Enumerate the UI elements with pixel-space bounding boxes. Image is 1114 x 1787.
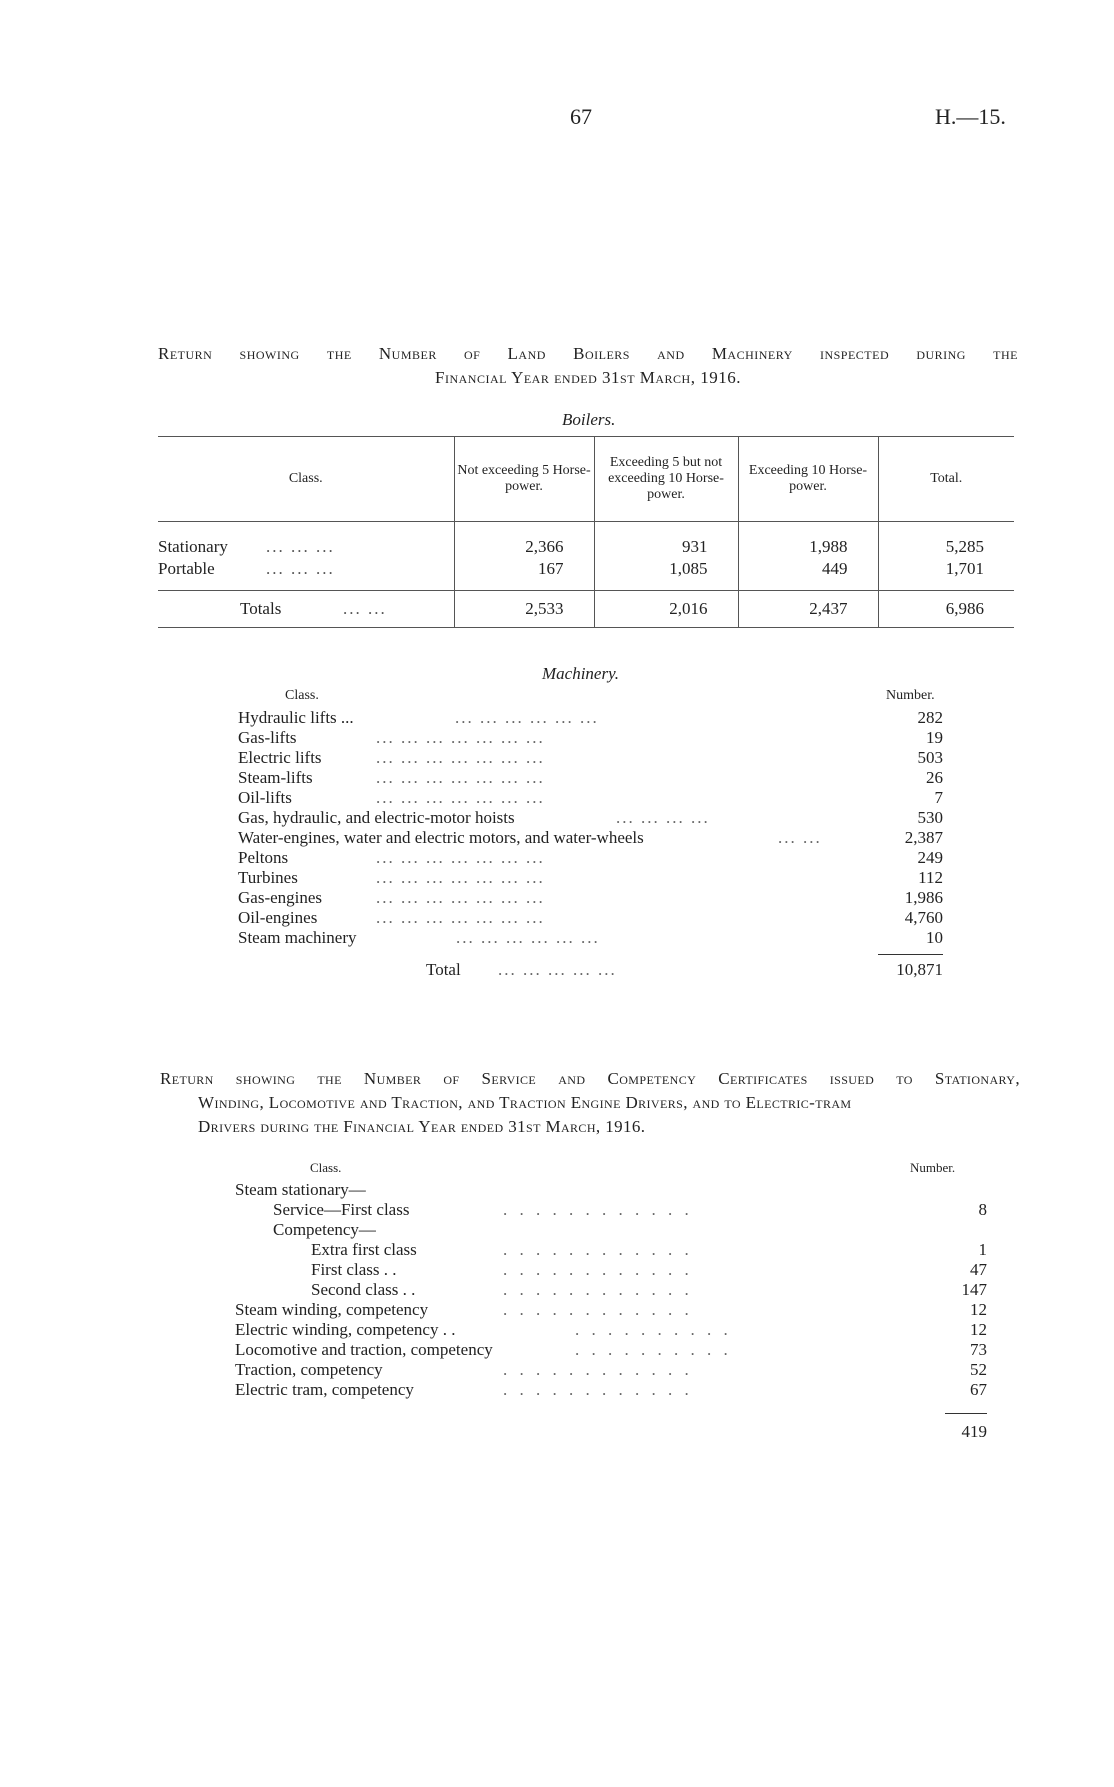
item-label: Service—First class xyxy=(273,1200,410,1219)
certificates-title-line-1: Return showing the Number of Service and Competency Certificates issued to Stationary, xyxy=(160,1069,1020,1088)
leader-dots: . . . . . . . . . . . . xyxy=(503,1200,693,1219)
list-item xyxy=(235,1180,987,1200)
item-label: Gas, hydraulic, and electric-motor hoists xyxy=(238,808,515,827)
leader-dots: ... ... ... ... ... ... ... xyxy=(376,728,545,747)
leader-dots: . . . . . . . . . . . . xyxy=(503,1380,693,1399)
item-value: 503 xyxy=(917,748,943,767)
list-item xyxy=(238,728,943,748)
boilers-title-line-2: Financial Year ended 31st March, 1916. xyxy=(435,368,741,387)
leader-dots: ... ... ... xyxy=(266,559,335,578)
list-item xyxy=(235,1200,987,1220)
list-item xyxy=(238,868,943,888)
total-value: 2,437 xyxy=(738,591,878,628)
item-label: Traction, competency xyxy=(235,1360,383,1379)
item-value: 282 xyxy=(917,708,943,727)
cell-value: 1,988 xyxy=(738,522,878,559)
leader-dots: ... ... ... xyxy=(266,537,335,556)
row-label: Portable xyxy=(158,559,215,578)
item-label: First class . . xyxy=(311,1260,397,1279)
cell-value: 5,285 xyxy=(878,522,1014,559)
list-item xyxy=(238,808,943,828)
list-item xyxy=(235,1300,987,1320)
leader-dots: ... ... xyxy=(778,828,822,847)
leader-dots: . . . . . . . . . . . . xyxy=(503,1240,693,1259)
item-value: 249 xyxy=(917,848,943,867)
total-rule xyxy=(878,954,943,955)
item-label: Electric winding, competency . . xyxy=(235,1320,456,1339)
item-label: Second class . . xyxy=(311,1280,416,1299)
item-value: 19 xyxy=(926,728,943,747)
leader-dots: ... ... ... ... ... ... ... xyxy=(376,788,545,807)
item-label: Electric lifts xyxy=(238,748,322,767)
list-item xyxy=(238,908,943,928)
cell-value: 931 xyxy=(594,522,738,559)
item-label: Steam machinery xyxy=(238,928,357,947)
total-row xyxy=(238,960,943,980)
list-item xyxy=(238,708,943,728)
total-row xyxy=(235,1422,987,1442)
total-value: 2,533 xyxy=(454,591,594,628)
leader-dots: ... ... ... ... ... ... ... xyxy=(376,888,545,907)
column-header-exceeding-10: Exceeding 10 Horse-power. xyxy=(738,437,878,522)
item-value: 147 xyxy=(961,1280,987,1299)
column-header-class: Class. xyxy=(158,437,454,522)
item-value: 4,760 xyxy=(904,908,943,927)
item-label: Extra first class xyxy=(311,1240,417,1259)
table-row xyxy=(158,558,1014,591)
item-label: Hydraulic lifts ... xyxy=(238,708,354,727)
certificates-return-title xyxy=(160,1067,1020,1139)
item-label: Gas-lifts xyxy=(238,728,297,747)
list-item xyxy=(235,1260,987,1280)
column-header-total: Total. xyxy=(878,437,1014,522)
total-value: 10,871 xyxy=(896,960,943,979)
leader-dots: ... ... ... ... ... ... ... xyxy=(376,848,545,867)
total-label: Total xyxy=(426,960,461,979)
leader-dots: . . . . . . . . . . xyxy=(575,1340,732,1359)
row-label: Stationary xyxy=(158,537,228,556)
leader-dots: . . . . . . . . . . . . xyxy=(503,1260,693,1279)
table-row xyxy=(158,522,1014,559)
item-value: 12 xyxy=(970,1300,987,1319)
total-value: 2,016 xyxy=(594,591,738,628)
leader-dots: . . . . . . . . . . xyxy=(575,1320,732,1339)
item-value: 73 xyxy=(970,1340,987,1359)
item-value: 12 xyxy=(970,1320,987,1339)
item-value: 1,986 xyxy=(904,888,943,907)
cell-value: 1,085 xyxy=(594,558,738,591)
item-label: Steam-lifts xyxy=(238,768,313,787)
item-label: Oil-lifts xyxy=(238,788,292,807)
item-label: Gas-engines xyxy=(238,888,323,907)
boilers-table xyxy=(158,436,1014,628)
list-item xyxy=(238,848,943,868)
item-value: 8 xyxy=(978,1200,987,1219)
machinery-number-header: Number. xyxy=(886,688,935,703)
leader-dots: ... ... xyxy=(343,599,387,618)
item-label: Water-engines, water and electric motors, and water-wheels xyxy=(238,828,644,847)
list-item xyxy=(235,1360,987,1380)
item-label: Peltons xyxy=(238,848,289,867)
total-value: 419 xyxy=(961,1422,987,1441)
item-value: 67 xyxy=(970,1380,987,1399)
item-label: Steam stationary— xyxy=(235,1180,366,1199)
leader-dots: ... ... ... ... ... ... xyxy=(455,708,599,727)
list-item xyxy=(235,1380,987,1400)
leader-dots: . . . . . . . . . . . . xyxy=(503,1300,693,1319)
boilers-title-line-1: Return showing the Number of Land Boilers and Machinery inspected during the xyxy=(158,344,1018,363)
totals-label: Totals xyxy=(240,599,282,618)
column-header-not-exceeding-5: Not exceeding 5 Horse-power. xyxy=(454,437,594,522)
item-label: Steam winding, competency xyxy=(235,1300,429,1319)
item-value: 7 xyxy=(934,788,943,807)
leader-dots: . . . . . . . . . . . . xyxy=(503,1280,693,1299)
list-item xyxy=(238,828,943,848)
item-value: 47 xyxy=(970,1260,987,1279)
machinery-class-header: Class. xyxy=(285,688,319,703)
machinery-heading: Machinery. xyxy=(542,664,619,683)
item-label: Locomotive and traction, competency xyxy=(235,1340,493,1359)
cell-value: 1,701 xyxy=(878,558,1014,591)
row-label-cell xyxy=(158,558,454,591)
item-label: Turbines xyxy=(238,868,298,887)
item-value: 1 xyxy=(978,1240,987,1259)
boilers-return-title xyxy=(158,342,1018,390)
list-item xyxy=(238,768,943,788)
boilers-header-row xyxy=(158,437,1014,522)
cell-value: 449 xyxy=(738,558,878,591)
leader-dots: ... ... ... ... ... ... ... xyxy=(376,768,545,787)
list-item xyxy=(235,1220,987,1240)
list-item xyxy=(235,1320,987,1340)
item-value: 26 xyxy=(926,768,943,787)
totals-label-cell xyxy=(158,591,454,628)
leader-dots: ... ... ... ... ... ... ... xyxy=(376,868,545,887)
certificates-class-header: Class. xyxy=(310,1160,342,1175)
item-value: 52 xyxy=(970,1360,987,1379)
certificates-title-line-3: Drivers during the Financial Year ended 31st March, 1916. xyxy=(198,1117,646,1136)
certificates-number-header: Number. xyxy=(910,1160,956,1175)
boilers-heading: Boilers. xyxy=(562,410,616,429)
list-item xyxy=(235,1340,987,1360)
item-label: Electric tram, competency xyxy=(235,1380,414,1399)
column-header-5-to-10: Exceeding 5 but not exceeding 10 Horse-power. xyxy=(594,437,738,522)
list-item xyxy=(238,888,943,908)
total-rule xyxy=(945,1413,987,1414)
item-label: Oil-engines xyxy=(238,908,318,927)
list-item xyxy=(238,788,943,808)
list-item xyxy=(235,1280,987,1300)
leader-dots: ... ... ... ... ... ... xyxy=(456,928,600,947)
item-value: 530 xyxy=(917,808,943,827)
total-value: 6,986 xyxy=(878,591,1014,628)
certificates-title-line-2: Winding, Locomotive and Traction, and Traction Engine Drivers, and to Electric-tram xyxy=(198,1093,852,1112)
leader-dots: . . . . . . . . . . . . xyxy=(503,1360,693,1379)
list-item xyxy=(238,748,943,768)
list-item xyxy=(238,928,943,948)
item-value: 2,387 xyxy=(904,828,943,847)
page-number: 67 xyxy=(570,104,592,129)
cell-value: 2,366 xyxy=(454,522,594,559)
document-reference: H.—15. xyxy=(935,104,1006,129)
list-item xyxy=(235,1240,987,1260)
item-value: 10 xyxy=(926,928,943,947)
leader-dots: ... ... ... ... ... xyxy=(498,960,617,979)
totals-row xyxy=(158,591,1014,628)
leader-dots: ... ... ... ... xyxy=(616,808,710,827)
leader-dots: ... ... ... ... ... ... ... xyxy=(376,908,545,927)
item-value: 112 xyxy=(918,868,943,887)
item-label: Competency— xyxy=(273,1220,376,1239)
row-label-cell xyxy=(158,522,454,559)
cell-value: 167 xyxy=(454,558,594,591)
leader-dots: ... ... ... ... ... ... ... xyxy=(376,748,545,767)
